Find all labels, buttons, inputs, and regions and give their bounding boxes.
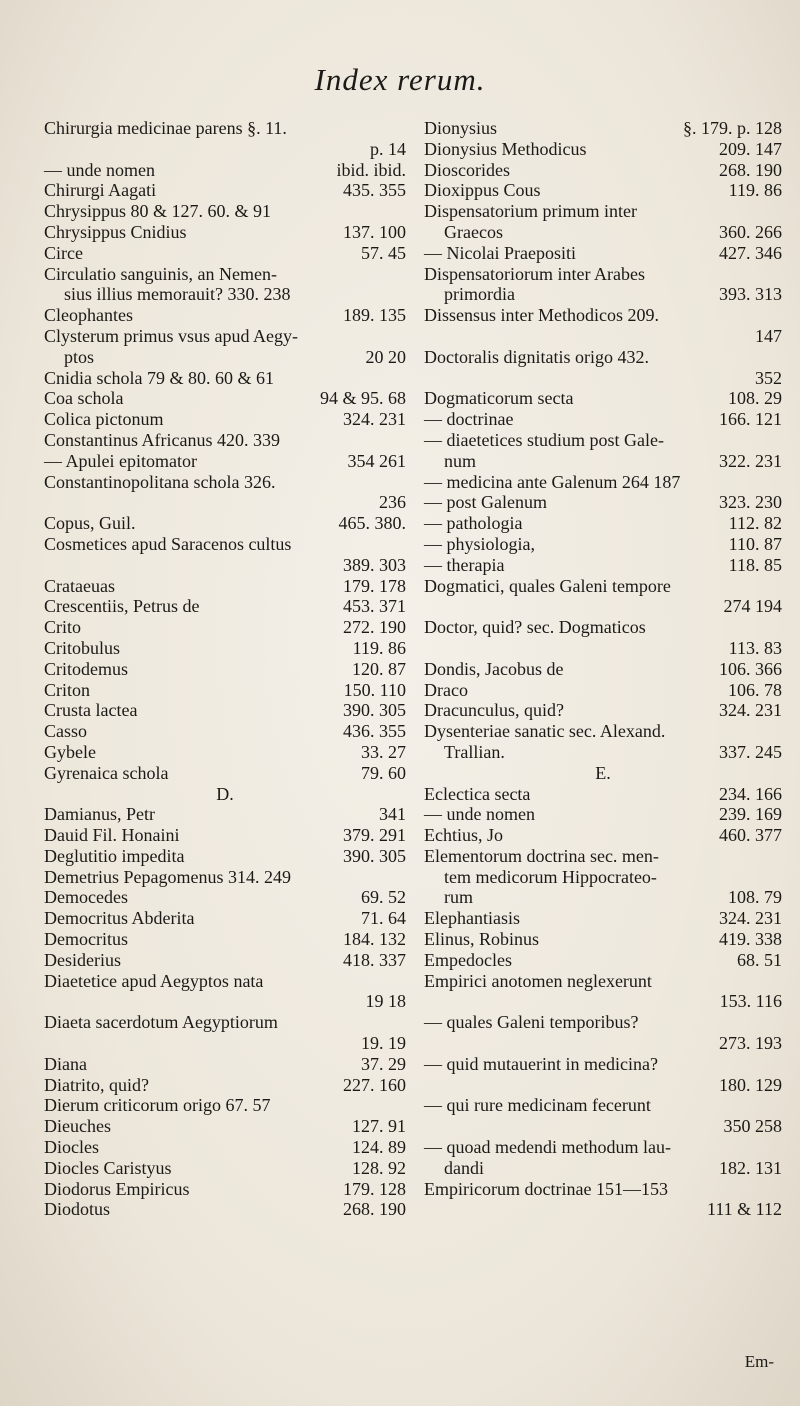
entry-term: Diocles Caristyus xyxy=(44,1157,172,1178)
index-entry xyxy=(424,929,782,950)
entry-term: — therapia xyxy=(424,554,505,575)
entry-term: — pathologia xyxy=(424,513,523,534)
entry-pages: 390. 305 xyxy=(343,700,406,721)
index-entry xyxy=(424,347,782,368)
index-entry xyxy=(424,305,782,326)
entry-term: Democritus Abderita xyxy=(44,908,195,929)
entry-term: Dionysius Methodicus xyxy=(424,138,587,159)
entry-term: Gyrenaica schola xyxy=(44,762,169,783)
index-entry xyxy=(424,1158,782,1179)
index-entry xyxy=(424,721,782,742)
index-entry xyxy=(424,804,782,825)
index-entry xyxy=(44,721,406,742)
entry-term: Dispensatoriorum inter Arabes xyxy=(424,263,645,284)
entry-term: Dispensatorium primum inter xyxy=(424,201,637,222)
entry-pages: 150. 110 xyxy=(343,679,406,700)
index-entry xyxy=(44,1158,406,1179)
entry-pages: 108. 29 xyxy=(728,388,782,409)
index-entry xyxy=(424,784,782,805)
entry-pages: 94 & 95. 68 xyxy=(319,388,406,409)
entry-term: Draco xyxy=(424,679,468,700)
entry-pages: 324. 231 xyxy=(719,700,782,721)
index-entry xyxy=(44,680,406,701)
index-entry xyxy=(424,284,782,305)
entry-term: Diodotus xyxy=(44,1199,111,1220)
entry-term: Empedocles xyxy=(424,949,512,970)
index-entry xyxy=(424,763,782,784)
entry-pages: 427. 346 xyxy=(719,242,782,263)
entry-pages: 19. 19 xyxy=(361,1033,406,1054)
index-entry xyxy=(424,1179,782,1200)
entry-term: Elephantiasis xyxy=(424,908,520,929)
index-entry xyxy=(44,222,406,243)
entry-pages: 128. 92 xyxy=(352,1157,406,1178)
entry-pages: 460. 377 xyxy=(719,825,782,846)
entry-pages: 112. 82 xyxy=(728,513,782,534)
entry-pages: 360. 266 xyxy=(719,221,782,242)
index-entry xyxy=(424,1137,782,1158)
index-entry xyxy=(44,1012,406,1033)
index-entry xyxy=(424,825,782,846)
entry-term: Demetrius Pepagomenus 314. 249 xyxy=(44,866,291,887)
entry-term: Damianus, Petr xyxy=(44,804,155,825)
entry-pages: 418. 337 xyxy=(343,949,406,970)
index-entry xyxy=(424,388,782,409)
entry-term: Diaetetice apud Aegyptos nata xyxy=(44,970,264,991)
index-entry xyxy=(424,1033,782,1054)
index-entry xyxy=(424,492,782,513)
entry-term: Doctoralis dignitatis origo 432. xyxy=(424,346,649,367)
entry-pages: 390. 305 xyxy=(343,845,406,866)
entry-term: Constantinus Africanus 420. 339 xyxy=(44,429,280,450)
entry-term: — unde nomen xyxy=(424,804,535,825)
entry-term: Dracunculus, quid? xyxy=(424,700,564,721)
entry-pages: 37. 29 xyxy=(361,1053,406,1074)
entry-pages: 127. 91 xyxy=(352,1116,406,1137)
entry-pages: 57. 45 xyxy=(361,242,406,263)
entry-pages: 184. 132 xyxy=(343,929,406,950)
index-entry xyxy=(424,222,782,243)
entry-pages: 166. 121 xyxy=(719,409,782,430)
entry-pages: 119. 86 xyxy=(728,180,782,201)
entry-pages: 33. 27 xyxy=(361,741,406,762)
index-entry xyxy=(44,596,406,617)
index-entry xyxy=(44,472,406,493)
index-entry xyxy=(424,1116,782,1137)
index-entry xyxy=(44,763,406,784)
entry-pages: 268. 190 xyxy=(343,1199,406,1220)
entry-pages: 227. 160 xyxy=(343,1074,406,1095)
index-entry xyxy=(44,388,406,409)
entry-term: — doctrinae xyxy=(424,409,514,430)
entry-pages: 337. 245 xyxy=(719,741,782,762)
index-entry xyxy=(424,451,782,472)
index-entry xyxy=(424,1199,782,1220)
right-column xyxy=(424,118,782,1220)
entry-pages: 69. 52 xyxy=(361,887,406,908)
entry-term: Cnidia schola 79 & 80. 60 & 61 xyxy=(44,367,274,388)
entry-term: Deglutitio impedita xyxy=(44,845,185,866)
entry-pages: 393. 313 xyxy=(719,284,782,305)
index-entry xyxy=(44,867,406,888)
entry-pages: ibid. ibid. xyxy=(336,159,406,180)
entry-pages: 379. 291 xyxy=(343,825,406,846)
entry-pages: 118. 85 xyxy=(728,554,782,575)
entry-term: Eclectica secta xyxy=(424,783,531,804)
index-entry xyxy=(424,950,782,971)
index-entry xyxy=(44,1179,406,1200)
index-entry xyxy=(44,492,406,513)
entry-term: D. xyxy=(216,783,234,804)
entry-term: Empiricorum doctrinae 151—153 xyxy=(424,1178,668,1199)
entry-pages: 189. 135 xyxy=(343,305,406,326)
entry-term: Dioscorides xyxy=(424,159,510,180)
index-entry xyxy=(424,180,782,201)
entry-term: Crusta lactea xyxy=(44,700,138,721)
entry-pages: 106. 78 xyxy=(728,679,782,700)
entry-term: Casso xyxy=(44,721,88,742)
entry-pages: 465. 380. xyxy=(338,513,406,534)
entry-pages: 436. 355 xyxy=(343,721,406,742)
entry-pages: 209. 147 xyxy=(719,138,782,159)
index-entry xyxy=(44,284,406,305)
index-entry xyxy=(424,160,782,181)
entry-pages: p. 14 xyxy=(370,138,406,159)
entry-term: Dierum criticorum origo 67. 57 xyxy=(44,1095,271,1116)
index-entry xyxy=(424,617,782,638)
index-entry xyxy=(424,846,782,867)
index-entry xyxy=(424,264,782,285)
entry-term: — diaetetices studium post Gale- xyxy=(424,429,664,450)
index-entry xyxy=(44,742,406,763)
entry-term: Dissensus inter Methodicos 209. xyxy=(424,305,659,326)
entry-term: Crito xyxy=(44,617,82,638)
entry-term: Echtius, Jo xyxy=(424,825,503,846)
entry-pages: 111 & 112 xyxy=(707,1199,782,1220)
entry-pages: 389. 303 xyxy=(343,554,406,575)
index-entry xyxy=(424,742,782,763)
index-entry xyxy=(44,513,406,534)
index-entry xyxy=(44,950,406,971)
entry-term: sius illius memorauit? 330. 238 xyxy=(64,284,291,305)
entry-term: — post Galenum xyxy=(424,492,547,513)
entry-term: Doctor, quid? sec. Dogmaticos xyxy=(424,617,646,638)
index-entry xyxy=(44,305,406,326)
index-entry xyxy=(424,430,782,451)
entry-pages: 124. 89 xyxy=(352,1137,406,1158)
index-entry xyxy=(44,887,406,908)
entry-term: Diana xyxy=(44,1053,87,1074)
index-entry xyxy=(44,1075,406,1096)
index-entry xyxy=(424,867,782,888)
index-entry xyxy=(424,118,782,139)
entry-pages: 350 258 xyxy=(723,1116,782,1137)
entry-term: Crescentiis, Petrus de xyxy=(44,596,200,617)
index-entry xyxy=(44,347,406,368)
entry-term: primordia xyxy=(444,284,515,305)
entry-term: Chrysippus Cnidius xyxy=(44,221,187,242)
entry-term: — physiologia, xyxy=(424,533,535,554)
entry-term: Circulatio sanguinis, an Nemen- xyxy=(44,263,277,284)
entry-term: dandi xyxy=(444,1157,484,1178)
entry-term: Graecos xyxy=(444,221,503,242)
entry-term: Dioxippus Cous xyxy=(424,180,541,201)
index-entry xyxy=(44,180,406,201)
entry-pages: 113. 83 xyxy=(728,637,782,658)
index-entry xyxy=(44,1033,406,1054)
index-entry xyxy=(424,887,782,908)
index-entry xyxy=(424,1095,782,1116)
entry-term: Dogmaticorum secta xyxy=(424,388,574,409)
index-entry xyxy=(44,908,406,929)
index-entry xyxy=(44,201,406,222)
entry-pages: 236 xyxy=(379,492,406,513)
index-entry xyxy=(424,243,782,264)
index-entry xyxy=(424,1075,782,1096)
index-entry xyxy=(44,971,406,992)
index-entry xyxy=(424,368,782,389)
entry-pages: 322. 231 xyxy=(719,450,782,471)
index-entry xyxy=(424,326,782,347)
entry-pages: 341 xyxy=(379,804,406,825)
entry-term: Colica pictonum xyxy=(44,409,164,430)
entry-pages: 268. 190 xyxy=(719,159,782,180)
entry-term: — qui rure medicinam fecerunt xyxy=(424,1095,651,1116)
entry-term: Diodorus Empiricus xyxy=(44,1178,190,1199)
entry-term: — Nicolai Praepositi xyxy=(424,242,576,263)
entry-pages: 274 194 xyxy=(723,596,782,617)
entry-term: Critobulus xyxy=(44,637,121,658)
entry-pages: 19 18 xyxy=(365,991,406,1012)
index-entry xyxy=(44,804,406,825)
index-entry xyxy=(424,1012,782,1033)
entry-pages: 106. 366 xyxy=(719,658,782,679)
index-entry xyxy=(424,971,782,992)
entry-term: — quoad medendi methodum lau- xyxy=(424,1137,671,1158)
entry-pages: 120. 87 xyxy=(352,658,406,679)
index-entry xyxy=(44,617,406,638)
index-entry xyxy=(424,659,782,680)
index-entry xyxy=(424,409,782,430)
entry-pages: 352 xyxy=(755,367,782,388)
entry-pages: 419. 338 xyxy=(719,929,782,950)
entry-term: Diatrito, quid? xyxy=(44,1074,149,1095)
entry-term: Chirurgia medicinae parens §. 11. xyxy=(44,118,287,138)
entry-pages: 323. 230 xyxy=(719,492,782,513)
entry-term: Cosmetices apud Saracenos cultus xyxy=(44,533,292,554)
index-entry xyxy=(44,1054,406,1075)
entry-pages: 324. 231 xyxy=(719,908,782,929)
entry-term: E. xyxy=(595,762,611,783)
index-entry xyxy=(424,908,782,929)
index-entry xyxy=(44,576,406,597)
index-entry xyxy=(44,409,406,430)
index-entry xyxy=(44,825,406,846)
entry-term: Empirici anotomen neglexerunt xyxy=(424,970,652,991)
entry-pages: 435. 355 xyxy=(343,180,406,201)
index-entry xyxy=(424,638,782,659)
index-entry xyxy=(424,555,782,576)
entry-pages: 119. 86 xyxy=(352,637,406,658)
index-entry xyxy=(44,846,406,867)
entry-pages: 234. 166 xyxy=(719,783,782,804)
index-entry xyxy=(424,1054,782,1075)
entry-term: Gybele xyxy=(44,741,96,762)
entry-term: rum xyxy=(444,887,473,908)
entry-pages: 137. 100 xyxy=(343,221,406,242)
index-entry xyxy=(424,139,782,160)
entry-term: tem medicorum Hippocrateo- xyxy=(444,866,657,887)
entry-term: Dieuches xyxy=(44,1116,111,1137)
index-entry xyxy=(44,784,406,805)
entry-pages: 147 xyxy=(755,325,782,346)
entry-term: Criton xyxy=(44,679,91,700)
catchword: Em- xyxy=(744,1352,774,1371)
index-entry xyxy=(44,991,406,1012)
index-entry xyxy=(424,680,782,701)
index-entry xyxy=(44,1199,406,1220)
index-entry xyxy=(44,534,406,555)
entry-pages: 68. 51 xyxy=(737,949,782,970)
index-entry xyxy=(424,596,782,617)
index-entry xyxy=(44,638,406,659)
entry-term: Constantinopolitana schola 326. xyxy=(44,471,276,492)
entry-term: Dauid Fil. Honaini xyxy=(44,825,180,846)
entry-term: Dysenteriae sanatic sec. Alexand. xyxy=(424,721,666,742)
entry-term: — quid mutauerint in medicina? xyxy=(424,1053,658,1074)
entry-pages: 324. 231 xyxy=(343,409,406,430)
index-entry xyxy=(44,451,406,472)
entry-term: Cleophantes xyxy=(44,305,133,326)
entry-term: Circe xyxy=(44,242,83,263)
entry-term: Democedes xyxy=(44,887,128,908)
index-entry xyxy=(44,659,406,680)
index-entry xyxy=(44,243,406,264)
index-entry xyxy=(44,430,406,451)
entry-pages: 179. 128 xyxy=(343,1178,406,1199)
entry-term: Democritus xyxy=(44,929,128,950)
entry-pages: 79. 60 xyxy=(361,762,406,783)
index-entry xyxy=(424,472,782,493)
index-entry xyxy=(44,555,406,576)
page-title: Index rerum. xyxy=(314,62,486,97)
index-entry xyxy=(44,700,406,721)
entry-pages: 354 261 xyxy=(347,450,406,471)
entry-pages: 110. 87 xyxy=(728,533,782,554)
index-entry xyxy=(44,1095,406,1116)
index-entry xyxy=(44,326,406,347)
entry-term: Diaeta sacerdotum Aegyptiorum xyxy=(44,1012,278,1033)
index-entry xyxy=(44,929,406,950)
entry-term: Clysterum primus vsus apud Aegy- xyxy=(44,325,298,346)
entry-pages: 273. 193 xyxy=(719,1033,782,1054)
entry-pages: 180. 129 xyxy=(719,1074,782,1095)
entry-pages: 71. 64 xyxy=(361,908,406,929)
entry-term: Diocles xyxy=(44,1137,99,1158)
entry-term: ptos xyxy=(64,346,95,367)
index-entry xyxy=(44,368,406,389)
entry-term: Desiderius xyxy=(44,949,121,970)
entry-term: Elementorum doctrina sec. men- xyxy=(424,845,659,866)
entry-term: Dionysius xyxy=(424,118,498,138)
index-entry xyxy=(424,534,782,555)
entry-term: Coa schola xyxy=(44,388,124,409)
index-entry xyxy=(424,513,782,534)
entry-pages: 20 20 xyxy=(365,346,406,367)
entry-term: Dogmatici, quales Galeni tempore xyxy=(424,575,671,596)
entry-pages: 179. 178 xyxy=(343,575,406,596)
entry-term: Critodemus xyxy=(44,658,128,679)
entry-term: — medicina ante Galenum 264 187 xyxy=(424,471,681,492)
entry-term: — Apulei epitomator xyxy=(44,450,197,471)
entry-pages: 108. 79 xyxy=(728,887,782,908)
index-entry xyxy=(44,160,406,181)
entry-term: Chirurgi Aagati xyxy=(44,180,157,201)
entry-term: num xyxy=(444,450,477,471)
entry-pages: 453. 371 xyxy=(343,596,406,617)
entry-pages: 272. 190 xyxy=(343,617,406,638)
index-entry xyxy=(44,264,406,285)
entry-term: Chrysippus 80 & 127. 60. & 91 xyxy=(44,201,272,222)
index-entry xyxy=(424,201,782,222)
entry-term: — quales Galeni temporibus? xyxy=(424,1012,639,1033)
entry-term: Crataeuas xyxy=(44,575,115,596)
index-entry xyxy=(424,700,782,721)
entry-term: Trallian. xyxy=(444,741,505,762)
index-entry xyxy=(44,118,406,139)
entry-pages: 153. 116 xyxy=(719,991,782,1012)
index-entry xyxy=(44,139,406,160)
entry-term: Dondis, Jacobus de xyxy=(424,658,564,679)
entry-term: Copus, Guil. xyxy=(44,513,136,534)
entry-pages: 182. 131 xyxy=(719,1157,782,1178)
index-entry xyxy=(424,576,782,597)
index-entry xyxy=(44,1116,406,1137)
index-entry xyxy=(424,991,782,1012)
index-entry xyxy=(44,1137,406,1158)
entry-pages: §. 179. p. 128 xyxy=(683,118,782,138)
entry-term: — unde nomen xyxy=(44,159,155,180)
entry-pages: 239. 169 xyxy=(719,804,782,825)
left-column xyxy=(44,118,406,1220)
entry-term: Elinus, Robinus xyxy=(424,929,540,950)
